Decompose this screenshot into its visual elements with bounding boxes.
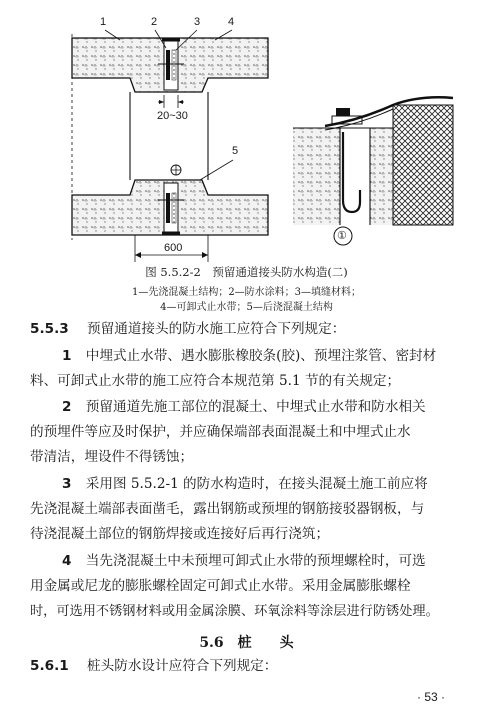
dimension-width-label: 600 bbox=[164, 242, 183, 254]
page-number: · 53 · bbox=[416, 690, 445, 704]
item-text: 当先浇混凝土中未预埋可卸式止水带的预埋螺栓时，可选 bbox=[85, 553, 426, 569]
callout-3: 3 bbox=[194, 16, 201, 28]
item-3-line-1 bbox=[62, 478, 480, 492]
dimension-gap-label: 20~30 bbox=[157, 110, 188, 122]
clause-number: 5.6.1 bbox=[30, 658, 69, 674]
item-2-line-2: 的预埋件等应及时保护，并应确保端部表面混凝土和中埋式止水 bbox=[30, 424, 411, 440]
callout-2: 2 bbox=[151, 16, 158, 28]
clause-5-6-1 bbox=[30, 660, 480, 674]
figure-caption: 图 5.5.2-2 预留通道接头防水构造(二) bbox=[145, 265, 348, 279]
callout-4: 4 bbox=[228, 16, 235, 28]
clause-text: 桩头防水设计应符合下列规定： bbox=[87, 658, 278, 674]
item-1-line-1 bbox=[62, 350, 480, 364]
clause-number: 5.5.3 bbox=[30, 321, 69, 337]
wall-lines bbox=[130, 92, 208, 180]
callout-1: 1 bbox=[100, 16, 107, 28]
figure-legend-line2: 4—可卸式止水带；5—后浇混凝土结构 bbox=[160, 302, 333, 313]
item-text: 中埋式止水带、遇水膨胀橡胶条(胶)、预埋注浆管、密封材 bbox=[85, 348, 437, 364]
callout-5: 5 bbox=[232, 145, 239, 157]
item-2-line-1 bbox=[62, 401, 480, 415]
item-number: 4 bbox=[62, 553, 72, 569]
item-4-line-1 bbox=[62, 555, 480, 569]
construction-drawing bbox=[0, 0, 493, 292]
item-number: 1 bbox=[62, 348, 72, 364]
detail-view bbox=[293, 97, 453, 245]
item-4-line-3: 时，可选用不锈钢材料或用金属涂膜、环氧涂料等涂层进行防锈处理。 bbox=[30, 604, 439, 619]
section-heading: 5.6 桩 头 bbox=[199, 635, 294, 651]
detail-marker: ① bbox=[337, 230, 347, 242]
figure bbox=[0, 0, 493, 292]
item-3-line-2: 先浇混凝土端部表面凿毛，露出钢筋或预埋的钢筋接驳器钢板，与 bbox=[30, 501, 425, 517]
clause-title: 预留通道接头的防水施工应符合下列规定： bbox=[87, 321, 346, 337]
item-text: 预留通道先施工部位的混凝土、中埋式止水带和防水相关 bbox=[85, 399, 426, 415]
clause-5-5-3 bbox=[30, 323, 480, 337]
item-3-line-3: 待浇混凝土部位的钢筋焊接或连接好后再行浇筑； bbox=[30, 526, 330, 542]
figure-legend-line1: 1—先浇混凝土结构；2—防水涂料；3—填缝材料； bbox=[131, 287, 362, 298]
item-1-line-2: 料、可卸式止水带的施工应符合本规范第 5.1 节的有关规定； bbox=[30, 373, 401, 389]
item-number: 2 bbox=[62, 399, 72, 415]
item-text: 采用图 5.5.2-1 的防水构造时，在接头混凝土施工前应将 bbox=[85, 476, 428, 492]
item-4-line-2: 用金属或尼龙的膨胀螺栓固定可卸式止水带。采用金属膨胀螺栓 bbox=[30, 578, 411, 594]
item-number: 3 bbox=[62, 476, 72, 492]
item-2-line-3: 带清洁，埋设件不得锈蚀； bbox=[30, 449, 194, 465]
